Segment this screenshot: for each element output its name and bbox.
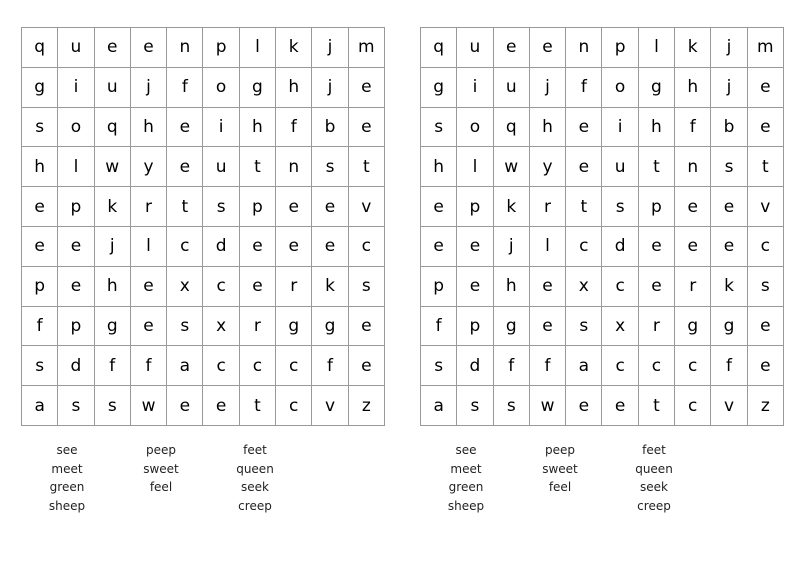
grid-cell: r — [530, 187, 566, 227]
grid-cell: e — [240, 267, 276, 307]
grid-cell: e — [566, 108, 602, 148]
grid-cell: u — [203, 147, 239, 187]
grid-cell: j — [95, 227, 131, 267]
grid-cell: c — [203, 267, 239, 307]
grid-cell: e — [457, 267, 493, 307]
grid-cell: j — [312, 68, 348, 108]
grid-cell: l — [58, 147, 94, 187]
grid-cell: s — [748, 267, 784, 307]
word-item: feet — [243, 443, 267, 457]
grid-cell: h — [95, 267, 131, 307]
grid-cell: e — [748, 307, 784, 347]
grid-cell: e — [312, 187, 348, 227]
grid-cell: g — [240, 68, 276, 108]
grid-cell: s — [566, 307, 602, 347]
grid-cell: t — [639, 147, 675, 187]
grid-cell: p — [421, 267, 457, 307]
grid-cell: d — [457, 346, 493, 386]
grid-cell: s — [457, 386, 493, 426]
word-item: green — [49, 480, 85, 494]
grid-cell: s — [22, 346, 58, 386]
grid-cell: p — [22, 267, 58, 307]
grid-cell: f — [95, 346, 131, 386]
grid-cell: e — [349, 307, 385, 347]
word-item: see — [56, 443, 78, 457]
grid-cell: e — [675, 227, 711, 267]
grid-cell: n — [167, 28, 203, 68]
grid-cell: e — [167, 147, 203, 187]
grid-cell: j — [530, 68, 566, 108]
grid-cell: x — [566, 267, 602, 307]
word-list — [21, 441, 384, 531]
grid-cell: k — [711, 267, 747, 307]
grid-cell: s — [167, 307, 203, 347]
grid-cell: s — [421, 108, 457, 148]
letter-grid — [420, 27, 784, 426]
word-item: queen — [236, 461, 274, 476]
grid-cell: v — [711, 386, 747, 426]
grid-cell: i — [457, 68, 493, 108]
grid-cell: e — [131, 307, 167, 347]
grid-cell: d — [602, 227, 638, 267]
grid-cell: j — [494, 227, 530, 267]
grid-cell: e — [131, 28, 167, 68]
grid-cell: e — [95, 28, 131, 68]
grid-cell: h — [530, 108, 566, 148]
word-item: sheep — [48, 498, 86, 513]
grid-cell: t — [566, 187, 602, 227]
word-item: meet — [450, 461, 482, 476]
word-item: meet — [51, 461, 83, 476]
grid-cell: v — [748, 187, 784, 227]
grid-cell: p — [639, 187, 675, 227]
grid-cell: c — [167, 227, 203, 267]
grid-cell: w — [131, 386, 167, 426]
word-item: peep — [146, 443, 176, 457]
word-item: creep — [637, 498, 671, 513]
grid-cell: z — [349, 386, 385, 426]
grid-cell: s — [22, 108, 58, 148]
grid-cell: e — [530, 307, 566, 347]
grid-cell: a — [22, 386, 58, 426]
grid-cell: c — [639, 346, 675, 386]
grid-cell: r — [276, 267, 312, 307]
grid-cell: s — [95, 386, 131, 426]
grid-cell: l — [530, 227, 566, 267]
grid-cell: c — [748, 227, 784, 267]
grid-cell: e — [566, 147, 602, 187]
grid-cell: e — [457, 227, 493, 267]
grid-cell: c — [602, 346, 638, 386]
grid-cell: c — [602, 267, 638, 307]
grid-cell: k — [675, 28, 711, 68]
grid-cell: j — [312, 28, 348, 68]
grid-cell: g — [494, 307, 530, 347]
grid-cell: h — [22, 147, 58, 187]
grid-cell: r — [675, 267, 711, 307]
grid-cell: e — [167, 108, 203, 148]
word-column — [121, 441, 201, 497]
grid-cell: g — [639, 68, 675, 108]
word-item: feel — [548, 480, 572, 494]
grid-cell: g — [95, 307, 131, 347]
grid-cell: j — [131, 68, 167, 108]
grid-cell: e — [131, 267, 167, 307]
grid-cell: u — [494, 68, 530, 108]
grid-cell: q — [95, 108, 131, 148]
grid-cell: n — [276, 147, 312, 187]
grid-cell: r — [131, 187, 167, 227]
grid-cell: g — [711, 307, 747, 347]
grid-cell: q — [22, 28, 58, 68]
word-list — [420, 441, 783, 531]
grid-cell: a — [566, 346, 602, 386]
grid-cell: j — [711, 68, 747, 108]
grid-cell: h — [421, 147, 457, 187]
grid-cell: t — [639, 386, 675, 426]
grid-cell: l — [240, 28, 276, 68]
grid-cell: e — [602, 386, 638, 426]
grid-cell: e — [349, 108, 385, 148]
grid-cell: t — [748, 147, 784, 187]
grid-cell: f — [421, 307, 457, 347]
grid-cell: p — [58, 187, 94, 227]
grid-cell: e — [639, 227, 675, 267]
grid-cell: s — [312, 147, 348, 187]
grid-cell: q — [421, 28, 457, 68]
grid-cell: e — [748, 346, 784, 386]
grid-cell: l — [457, 147, 493, 187]
grid-cell: e — [58, 227, 94, 267]
grid-cell: o — [58, 108, 94, 148]
grid-cell: k — [312, 267, 348, 307]
word-item: peep — [545, 443, 575, 457]
grid-cell: c — [276, 346, 312, 386]
grid-cell: p — [203, 28, 239, 68]
grid-cell: x — [203, 307, 239, 347]
word-column — [215, 441, 295, 515]
grid-cell: s — [421, 346, 457, 386]
word-item: see — [455, 443, 477, 457]
word-item: queen — [635, 461, 673, 476]
grid-cell: f — [530, 346, 566, 386]
grid-cell: a — [421, 386, 457, 426]
word-search-puzzle-left — [21, 27, 385, 513]
grid-cell: e — [349, 346, 385, 386]
grid-cell: u — [457, 28, 493, 68]
grid-cell: e — [494, 28, 530, 68]
grid-cell: e — [312, 227, 348, 267]
grid-cell: s — [58, 386, 94, 426]
word-column — [614, 441, 694, 515]
grid-cell: t — [240, 386, 276, 426]
grid-cell: h — [675, 68, 711, 108]
grid-cell: c — [349, 227, 385, 267]
grid-cell: o — [457, 108, 493, 148]
grid-cell: h — [276, 68, 312, 108]
grid-cell: e — [22, 227, 58, 267]
grid-cell: s — [203, 187, 239, 227]
grid-cell: f — [131, 346, 167, 386]
grid-cell: s — [494, 386, 530, 426]
grid-cell: e — [22, 187, 58, 227]
grid-cell: w — [494, 147, 530, 187]
grid-cell: f — [675, 108, 711, 148]
grid-cell: x — [602, 307, 638, 347]
grid-cell: x — [167, 267, 203, 307]
grid-cell: h — [131, 108, 167, 148]
grid-cell: u — [602, 147, 638, 187]
grid-cell: u — [58, 28, 94, 68]
grid-cell: f — [22, 307, 58, 347]
grid-cell: p — [602, 28, 638, 68]
grid-cell: t — [349, 147, 385, 187]
grid-cell: g — [675, 307, 711, 347]
word-search-puzzle-right — [420, 27, 784, 513]
grid-cell: l — [131, 227, 167, 267]
grid-cell: p — [457, 187, 493, 227]
grid-cell: e — [240, 227, 276, 267]
grid-cell: q — [494, 108, 530, 148]
grid-cell: e — [566, 386, 602, 426]
grid-cell: e — [349, 68, 385, 108]
grid-cell: z — [748, 386, 784, 426]
grid-cell: m — [748, 28, 784, 68]
word-item: seek — [241, 480, 269, 494]
word-item: sheep — [447, 498, 485, 513]
grid-cell: t — [167, 187, 203, 227]
grid-cell: v — [312, 386, 348, 426]
grid-cell: e — [421, 187, 457, 227]
grid-cell: k — [276, 28, 312, 68]
word-column — [426, 441, 506, 515]
grid-cell: e — [167, 386, 203, 426]
grid-cell: c — [203, 346, 239, 386]
grid-cell: o — [203, 68, 239, 108]
grid-cell: k — [494, 187, 530, 227]
grid-cell: s — [711, 147, 747, 187]
word-item: sweet — [542, 461, 578, 476]
word-column — [520, 441, 600, 497]
grid-cell: i — [58, 68, 94, 108]
grid-cell: g — [421, 68, 457, 108]
grid-cell: g — [22, 68, 58, 108]
grid-cell: e — [748, 68, 784, 108]
grid-cell: e — [276, 227, 312, 267]
word-column — [27, 441, 107, 515]
grid-cell: s — [602, 187, 638, 227]
grid-cell: h — [240, 108, 276, 148]
letter-grid — [21, 27, 385, 426]
grid-cell: c — [675, 346, 711, 386]
grid-cell: p — [58, 307, 94, 347]
grid-cell: g — [276, 307, 312, 347]
grid-cell: e — [639, 267, 675, 307]
grid-cell: e — [711, 227, 747, 267]
grid-cell: o — [602, 68, 638, 108]
grid-cell: e — [675, 187, 711, 227]
word-item: seek — [640, 480, 668, 494]
grid-cell: w — [530, 386, 566, 426]
grid-cell: e — [530, 267, 566, 307]
grid-cell: p — [457, 307, 493, 347]
grid-cell: i — [602, 108, 638, 148]
word-item: feel — [149, 480, 173, 494]
grid-cell: e — [276, 187, 312, 227]
grid-cell: b — [312, 108, 348, 148]
grid-cell: e — [203, 386, 239, 426]
grid-cell: f — [566, 68, 602, 108]
grid-cell: e — [748, 108, 784, 148]
word-item: feet — [642, 443, 666, 457]
grid-cell: f — [276, 108, 312, 148]
word-item: sweet — [143, 461, 179, 476]
grid-cell: e — [711, 187, 747, 227]
grid-cell: y — [530, 147, 566, 187]
grid-cell: h — [639, 108, 675, 148]
word-item: creep — [238, 498, 272, 513]
grid-cell: m — [349, 28, 385, 68]
grid-cell: h — [494, 267, 530, 307]
grid-cell: f — [711, 346, 747, 386]
grid-cell: r — [240, 307, 276, 347]
grid-cell: n — [566, 28, 602, 68]
grid-cell: r — [639, 307, 675, 347]
grid-cell: f — [312, 346, 348, 386]
grid-cell: c — [276, 386, 312, 426]
grid-cell: l — [639, 28, 675, 68]
grid-cell: c — [675, 386, 711, 426]
grid-cell: d — [58, 346, 94, 386]
grid-cell: e — [58, 267, 94, 307]
grid-cell: n — [675, 147, 711, 187]
grid-cell: j — [711, 28, 747, 68]
grid-cell: s — [349, 267, 385, 307]
grid-cell: f — [494, 346, 530, 386]
grid-cell: t — [240, 147, 276, 187]
grid-cell: k — [95, 187, 131, 227]
grid-cell: i — [203, 108, 239, 148]
grid-cell: p — [240, 187, 276, 227]
grid-cell: a — [167, 346, 203, 386]
grid-cell: d — [203, 227, 239, 267]
grid-cell: e — [530, 28, 566, 68]
grid-cell: y — [131, 147, 167, 187]
word-item: green — [448, 480, 484, 494]
grid-cell: w — [95, 147, 131, 187]
grid-cell: c — [566, 227, 602, 267]
grid-cell: f — [167, 68, 203, 108]
grid-cell: g — [312, 307, 348, 347]
grid-cell: e — [421, 227, 457, 267]
grid-cell: v — [349, 187, 385, 227]
grid-cell: b — [711, 108, 747, 148]
grid-cell: c — [240, 346, 276, 386]
grid-cell: u — [95, 68, 131, 108]
